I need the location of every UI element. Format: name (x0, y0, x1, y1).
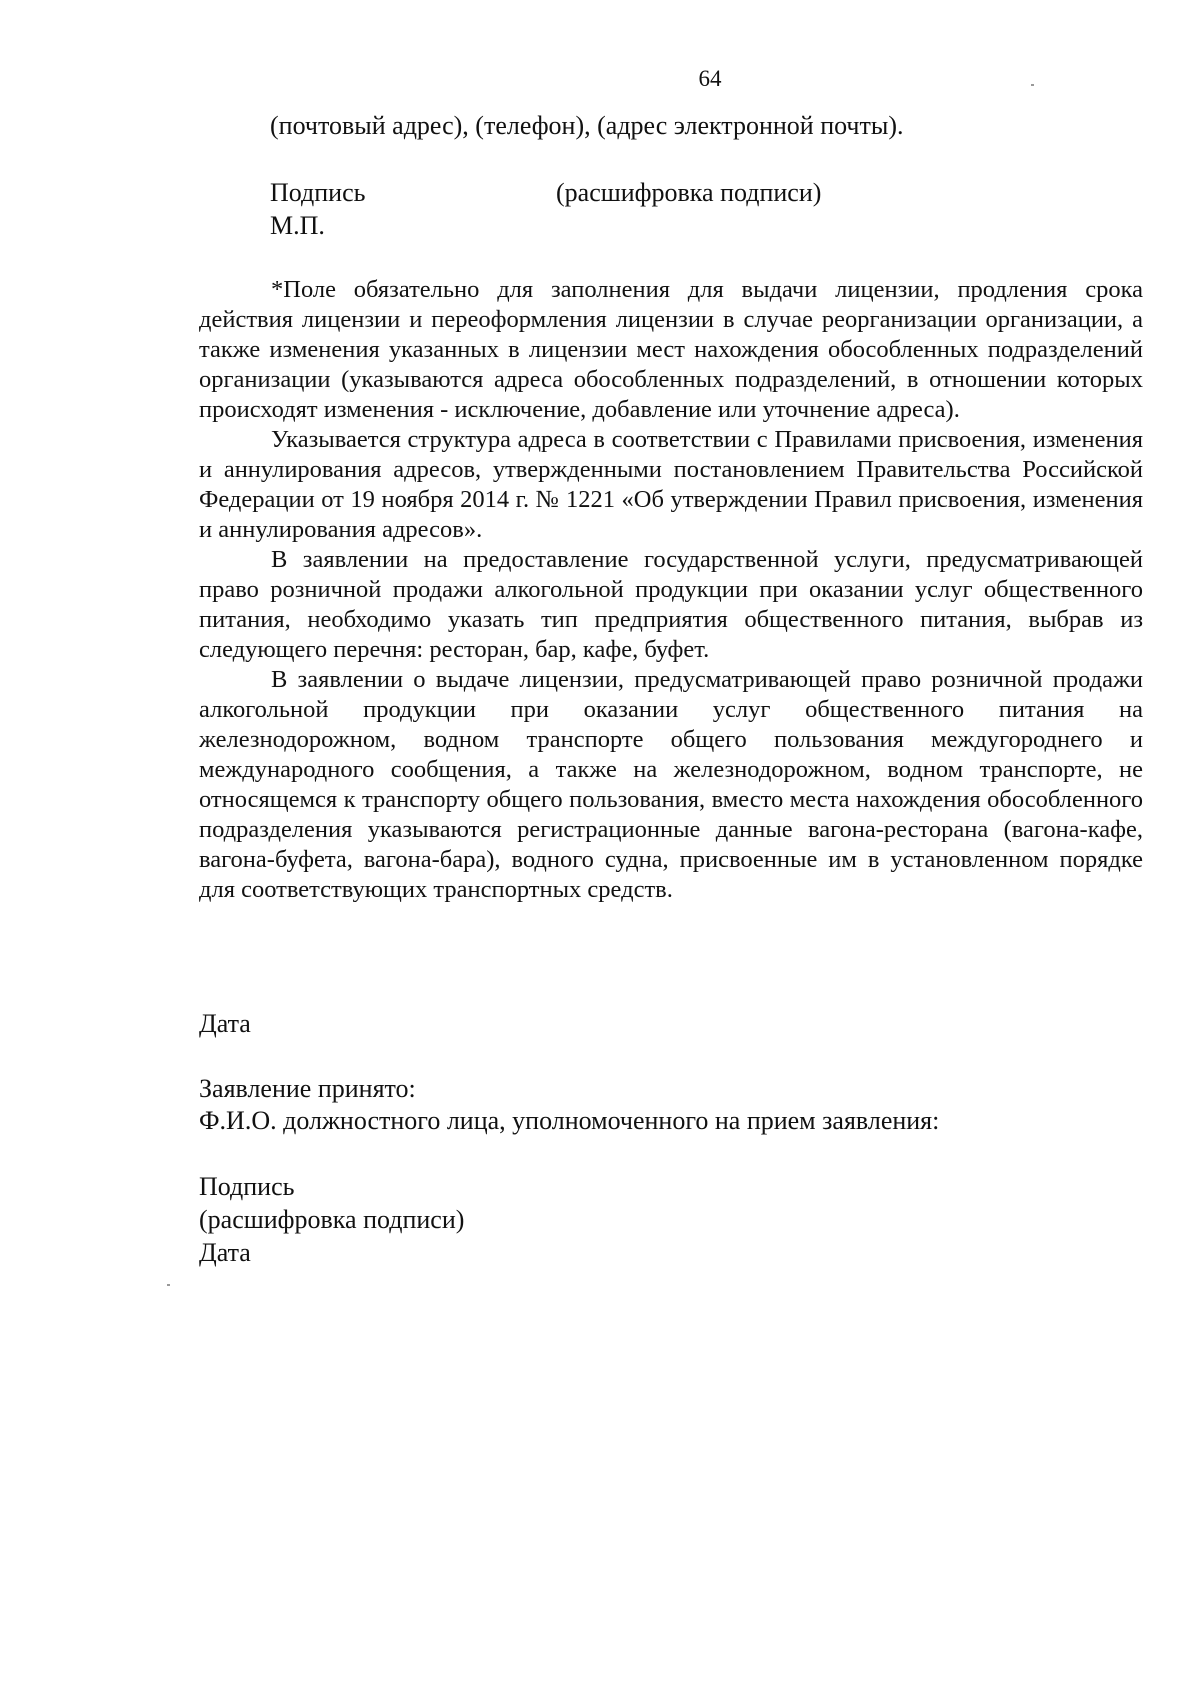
page-number: 64 (698, 66, 722, 91)
note-paragraph: *Поле обязательно для заполнения для выдачи лицензии, продления срока действия лицензии и переоформления лицензии в случае реорганизации организации, а также изменения указанных в лицензии мест нахождения обособленных подразделений организации (указываются адреса обособленных подразделений, в отношении которых происходят изменения - исключение, добавление или уточнение адреса). (199, 276, 1143, 423)
scan-speck (1031, 84, 1034, 86)
official-signature-decode-label: (расшифровка подписи) (199, 1205, 465, 1234)
scan-speck (167, 1284, 170, 1286)
note-paragraph: Указывается структура адреса в соответствии с Правилами присвоения, изменения и аннулирования адресов, утвержденными постановлением Правительства Российской Федерации от 19 ноября 2014 г. № 1221 «Об утверждении Правил присвоения, изменения и аннулирования адресов». (199, 426, 1143, 543)
signature-decode-label: (расшифровка подписи) (556, 178, 822, 207)
date-label: Дата (199, 1009, 251, 1038)
note-paragraph: В заявлении о выдаче лицензии, предусматривающей право розничной продажи алкогольной продукции при оказании услуг общественного питания на железнодорожном, водном транспорте общего пользования междугороднего и международного сообщения, а также на железнодорожном, водном транспорте, не относящемся к транспорту общего пользования, вместо места нахождения обособленного подразделения указываются регистрационные данные вагона-ресторана (вагона-кафе, вагона-буфета, вагона-бара), водного судна, присвоенные им в установленном порядке для соответствующих транспортных средств. (199, 666, 1143, 903)
official-signature-label: Подпись (199, 1172, 295, 1201)
official-name-label: Ф.И.О. должностного лица, уполномоченного на прием заявления: (199, 1106, 940, 1135)
note-paragraph: В заявлении на предоставление государственной услуги, предусматривающей право розничной продажи алкогольной продукции при оказании услуг общественного питания, необходимо указать тип предприятия общественного питания, выбрав из следующего перечня: ресторан, бар, кафе, буфет. (199, 546, 1143, 663)
contact-placeholder-line: (почтовый адрес), (телефон), (адрес электронной почты). (270, 111, 904, 140)
accepted-label: Заявление принято: (199, 1074, 416, 1103)
seal-label: М.П. (270, 211, 325, 240)
signature-label: Подпись (270, 178, 366, 207)
official-date-label: Дата (199, 1238, 251, 1267)
notes-block (199, 275, 1143, 905)
